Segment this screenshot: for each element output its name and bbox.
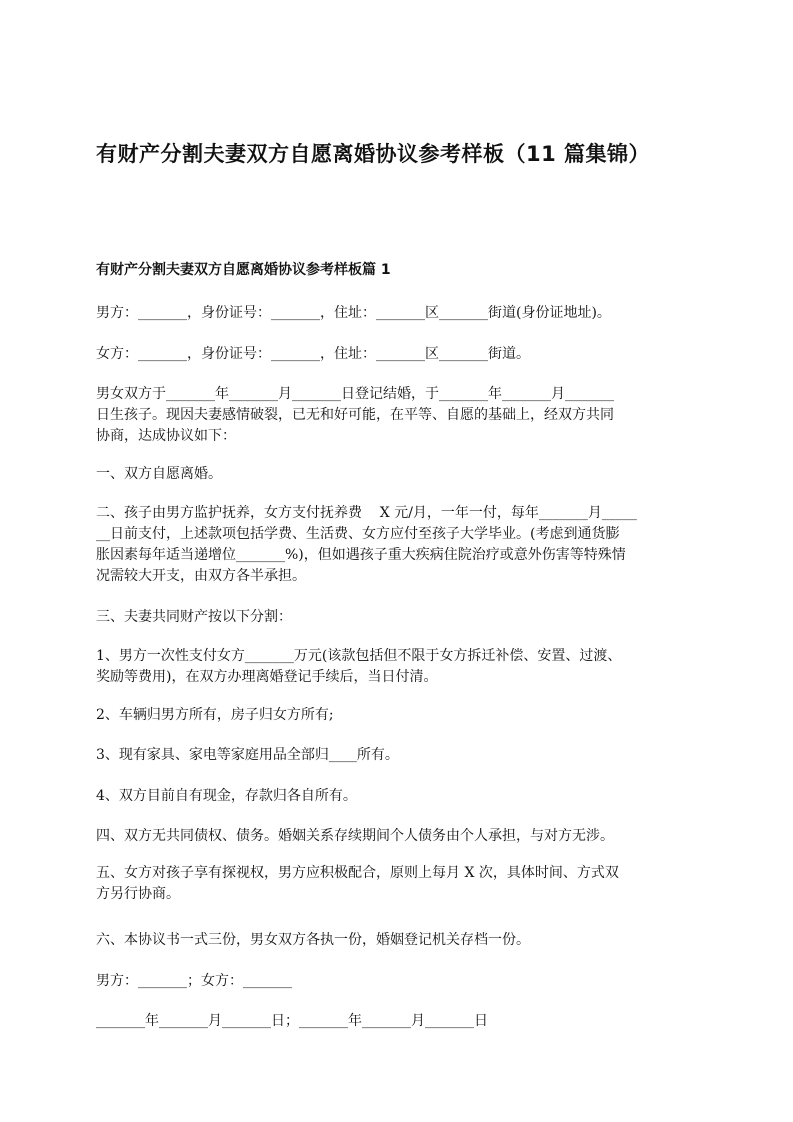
document-title: 有财产分割夫妻双方自愿离婚协议参考样板（11 篇集锦）: [96, 142, 651, 166]
paragraph-female-party: 女方：_______，身份证号：_______，住址：_______区_______街道。: [96, 346, 530, 362]
paragraph-property-item-3: 3、现有家具、家电等家庭用品全部归____所有。: [96, 747, 399, 763]
paragraph-signature-dates: _______年_______月_______日；_______年_______月_______日: [96, 1013, 488, 1029]
paragraph-clause-2-child-support: 二、孩子由男方监护抚养，女方支付抚养费 X 元/月，一年一付，每年_______月_____ __日前支付，上述款项包括学费、生活费、女方应付至孩子大学毕业。(考虑到通货膨 胀因素每年适当递增位_______%)，但如遇孩子重大疾病住院治疗或意外伤害等特殊情 况需较大开支，由双方各半承担。: [96, 505, 637, 584]
paragraph-property-item-1: 1、男方一次性支付女方_______万元(该款包括但不限于女方拆迁补偿、安置、过渡、 奖励等费用)，在双方办理离婚登记手续后，当日付清。: [96, 648, 622, 685]
paragraph-clause-5-visitation: 五、女方对孩子享有探视权，男方应积极配合，原则上每月 X 次，具体时间、方式双 方另行协商。: [96, 865, 619, 902]
paragraph-property-item-4: 4、双方目前自有现金，存款归各自所有。: [96, 788, 357, 804]
paragraph-marriage-info: 男女双方于_______年_______月_______日登记结婚，于_______年_______月_______ 日生孩子。现因夫妻感情破裂，已无和好可能，在平等、自愿的基础上，经双方共同 协商，达成协议如下：: [96, 386, 614, 444]
paragraph-property-item-2: 2、车辆归男方所有，房子归女方所有;: [96, 707, 334, 723]
section-heading: 有财产分割夫妻双方自愿离婚协议参考样板篇 1: [96, 262, 391, 278]
paragraph-clause-4-debts: 四、双方无共同债权、债务。婚姻关系存续期间个人债务由个人承担，与对方无涉。: [96, 828, 614, 844]
paragraph-male-party: 男方：_______，身份证号：_______，住址：_______区_______街道(身份证地址)。: [96, 305, 611, 321]
paragraph-clause-1: 一、双方自愿离婚。: [96, 466, 222, 482]
paragraph-clause-3-property: 三、夫妻共同财产按以下分割：: [96, 609, 292, 625]
paragraph-signatures: 男方：_______；女方：_______: [96, 973, 292, 989]
paragraph-clause-6-copies: 六、本协议书一式三份，男女双方各执一份，婚姻登记机关存档一份。: [96, 932, 530, 948]
